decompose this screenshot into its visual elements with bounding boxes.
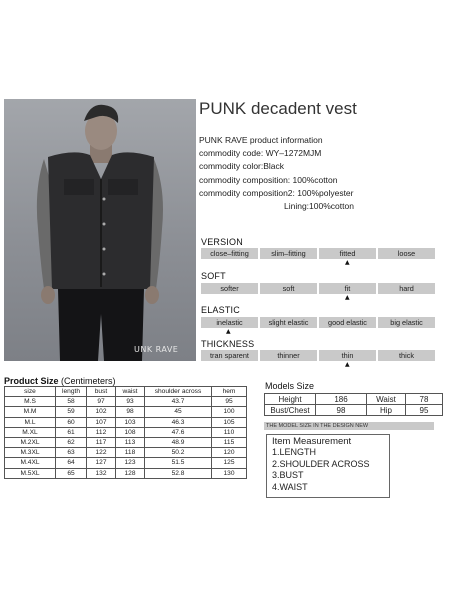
cell: 48.9	[145, 437, 212, 447]
cell: 132	[87, 468, 116, 478]
attr-options-version	[201, 248, 435, 259]
attr-option: good elastic	[319, 317, 376, 328]
cell: 46.3	[145, 417, 212, 427]
cell: 103	[116, 417, 145, 427]
table-row	[5, 397, 247, 407]
cell: M.4XL	[5, 458, 56, 468]
attr-option: thinner	[260, 350, 317, 361]
model-figure	[4, 99, 196, 361]
product-size-title	[4, 376, 116, 386]
attr-label-elastic: ELASTIC	[201, 305, 240, 315]
selected-marker-icon: ▲	[345, 259, 350, 266]
product-photo	[4, 99, 196, 361]
attr-option: thick	[378, 350, 435, 361]
cell: 128	[116, 468, 145, 478]
measurement-item: 3.BUST	[272, 470, 304, 480]
cell: 102	[87, 407, 116, 417]
attr-option: thin	[319, 350, 376, 361]
attr-option: slim–fitting	[260, 248, 317, 259]
measurement-item: 4.WAIST	[272, 481, 308, 492]
cell: 97	[87, 397, 116, 407]
cell: 93	[116, 397, 145, 407]
cell: 112	[87, 427, 116, 437]
cell: 110	[212, 427, 247, 437]
attr-options-soft	[201, 283, 435, 294]
cell: 47.6	[145, 427, 212, 437]
cell: 98	[116, 407, 145, 417]
models-size-title: Models Size	[265, 381, 315, 391]
measurement-heading: Item Measurement	[272, 436, 352, 447]
selected-marker-icon: ▲	[345, 361, 350, 368]
table-row	[5, 427, 247, 437]
cell: 63	[56, 448, 87, 458]
info-color: commodity color:Black	[199, 161, 285, 171]
product-size-unit: (Centimeters)	[58, 376, 116, 386]
cell: M.S	[5, 397, 56, 407]
product-title: PUNK decadent vest	[199, 99, 357, 118]
table-header-row	[5, 387, 247, 397]
table-row	[5, 448, 247, 458]
cell: 130	[212, 468, 247, 478]
cell: 59	[56, 407, 87, 417]
attr-option: inelastic	[201, 317, 258, 328]
cell: 125	[212, 458, 247, 468]
cell: M.M	[5, 407, 56, 417]
product-size-table	[4, 386, 247, 479]
measurement-item: 2.SHOULDER ACROSS	[272, 458, 370, 469]
header-cell: length	[56, 387, 87, 397]
cell: 50.2	[145, 448, 212, 458]
cell: 62	[56, 437, 87, 447]
cell: M.2XL	[5, 437, 56, 447]
cell: 118	[116, 448, 145, 458]
cell: 107	[87, 417, 116, 427]
photo-watermark: UNK RAVE	[134, 345, 179, 354]
selected-marker-icon: ▲	[345, 294, 350, 301]
info-composition2: commodity composition2: 100%polyester	[199, 188, 354, 198]
attr-option: soft	[260, 283, 317, 294]
cell: 120	[212, 448, 247, 458]
cell: 65	[56, 468, 87, 478]
cell: Height	[265, 394, 316, 405]
attr-option: tran sparent	[201, 350, 258, 361]
cell: 64	[56, 458, 87, 468]
attr-option: close–fitting	[201, 248, 258, 259]
table-row	[5, 407, 247, 417]
cell: 113	[116, 437, 145, 447]
header-cell: bust	[87, 387, 116, 397]
measurement-item: 1.LENGTH	[272, 447, 317, 457]
attr-option: fitted	[319, 248, 376, 259]
cell: M.3XL	[5, 448, 56, 458]
info-code: commodity code: WY–1272MJM	[199, 148, 322, 158]
cell: 58	[56, 397, 87, 407]
info-composition: commodity composition: 100%cotton	[199, 175, 338, 185]
attr-label-version: VERSION	[201, 237, 243, 247]
attr-label-thickness: THICKNESS	[201, 339, 255, 349]
cell: 186	[316, 394, 367, 405]
attr-option: slight elastic	[260, 317, 317, 328]
table-row	[265, 405, 443, 416]
attr-option: fit	[319, 283, 376, 294]
selected-marker-icon: ▲	[226, 328, 231, 335]
cell: 127	[87, 458, 116, 468]
attr-options-elastic	[201, 317, 435, 328]
cell: Waist	[367, 394, 406, 405]
cell: 95	[212, 397, 247, 407]
cell: 105	[212, 417, 247, 427]
info-lining: Lining:100%cotton	[284, 201, 354, 211]
header-cell: waist	[116, 387, 145, 397]
table-row	[5, 417, 247, 427]
cell: 43.7	[145, 397, 212, 407]
header-cell: size	[5, 387, 56, 397]
cell: 78	[406, 394, 443, 405]
cell: 108	[116, 427, 145, 437]
attr-option: softer	[201, 283, 258, 294]
cell: 122	[87, 448, 116, 458]
attr-option: hard	[378, 283, 435, 294]
cell: 45	[145, 407, 212, 417]
cell: 115	[212, 437, 247, 447]
cell: 100	[212, 407, 247, 417]
cell: Bust/Chest	[265, 405, 316, 416]
cell: Hip	[367, 405, 406, 416]
cell: 117	[87, 437, 116, 447]
attr-label-soft: SOFT	[201, 271, 226, 281]
header-cell: hem	[212, 387, 247, 397]
header-cell: shoulder across	[145, 387, 212, 397]
product-size-heading: Product Size	[4, 376, 59, 386]
attr-option: loose	[378, 248, 435, 259]
cell: 61	[56, 427, 87, 437]
cell: M.XL	[5, 427, 56, 437]
table-row	[265, 394, 443, 405]
info-brand: PUNK RAVE product information	[199, 135, 323, 145]
measurement-box	[266, 434, 390, 498]
cell: M.5XL	[5, 468, 56, 478]
model-size-note: THE MODEL SIZE IN THE DESIGN NEW	[264, 422, 434, 430]
cell: 52.8	[145, 468, 212, 478]
cell: 98	[316, 405, 367, 416]
models-size-table	[264, 393, 443, 416]
cell: 60	[56, 417, 87, 427]
table-row	[5, 437, 247, 447]
attr-option: big elastic	[378, 317, 435, 328]
cell: 95	[406, 405, 443, 416]
cell: 123	[116, 458, 145, 468]
cell: M.L	[5, 417, 56, 427]
table-row	[5, 468, 247, 478]
attr-options-thickness	[201, 350, 435, 361]
table-row	[5, 458, 247, 468]
cell: 51.5	[145, 458, 212, 468]
